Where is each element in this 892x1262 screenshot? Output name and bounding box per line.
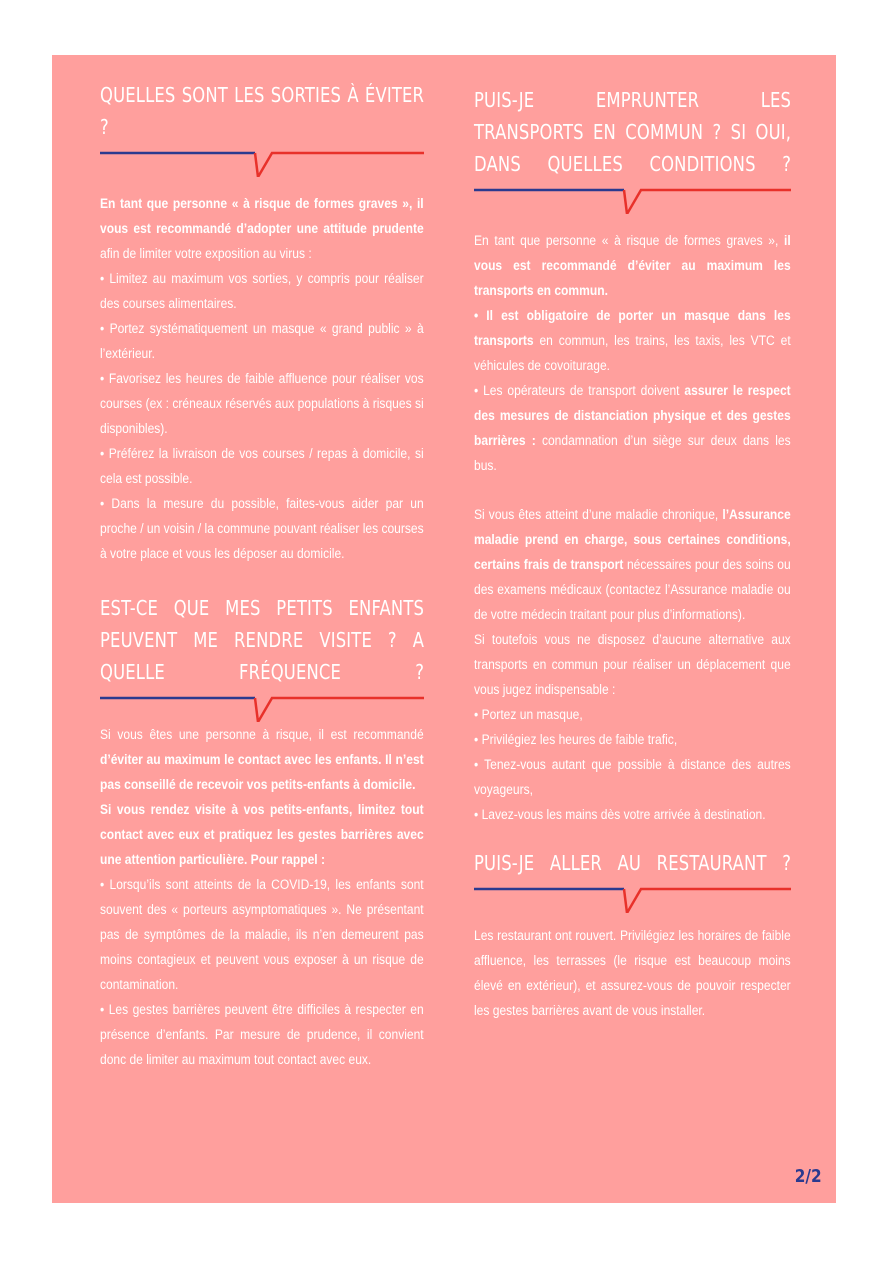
section-body-petits-enfants	[100, 722, 424, 1072]
section-body-restaurant	[474, 923, 791, 1023]
text: condamnation d’un siège sur deux dans les bus.	[474, 433, 791, 473]
bullet: • Tenez-vous autant que possible à distance des autres voyageurs,	[474, 757, 791, 797]
left-column	[100, 79, 424, 1072]
bullet: • Favorisez les heures de faible affluence pour réaliser vos courses (ex : créneaux réservés aux populations à risques si disponibles).	[100, 371, 424, 436]
speech-divider	[100, 149, 424, 175]
text-bold: • Il est obligatoire de porter un masque dans les transports	[474, 308, 791, 348]
text-bold: assurer le respect des mesures de distanciation physique et des gestes barrières :	[474, 383, 791, 448]
section-title-restaurant: PUIS-JE ALLER AU RESTAURANT ?	[474, 851, 792, 875]
section-body-transports	[474, 228, 791, 827]
text: • Les opérateurs de transport doivent	[474, 383, 685, 398]
section-title-transports: PUIS-JE EMPRUNTER LES TRANSPORTS EN COMMUN ? SI OUI, DANS QUELLES CONDITIONS ?	[474, 88, 792, 176]
document-page	[52, 55, 836, 1203]
text: Si vous êtes atteint d’une maladie chronique,	[474, 507, 723, 522]
bullet: • Portez systématiquement un masque « grand public » à l’extérieur.	[100, 321, 424, 361]
bullet: • Les gestes barrières peuvent être difficiles à respecter en présence d’enfants. Par mesure de prudence, il convient donc de limiter au maximum tout contact avec eux.	[100, 1002, 424, 1067]
speech-divider	[100, 694, 424, 720]
bullet: • Dans la mesure du possible, faites-vous aider par un proche / un voisin / la commune pouvant réaliser les courses à votre place et vous les déposer au domicile.	[100, 496, 424, 561]
bullet: • Privilégiez les heures de faible trafic,	[474, 732, 678, 747]
section-title-sorties: QUELLES SONT LES SORTIES À ÉVITER ?	[100, 83, 425, 139]
text-bold: Si vous rendez visite à vos petits-enfants, limitez tout contact avec eux et pratiquez les gestes barrières avec une attention particulière. Pour rappel :	[100, 802, 424, 867]
paragraph: Si toutefois vous ne disposez d’aucune alternative aux transports en commun pour réaliser un déplacement que vous jugez indispensable :	[474, 632, 791, 697]
text: afin de limiter votre exposition au virus :	[100, 246, 312, 261]
page-number: 2/2	[795, 1166, 822, 1187]
text: en commun, les trains, les taxis, les VTC et véhicules de covoiturage.	[474, 333, 791, 373]
text: En tant que personne « à risque de formes graves »,	[474, 233, 784, 248]
section-title-petits-enfants: EST-CE QUE MES PETITS ENFANTS PEUVENT ME RENDRE VISITE ? A QUELLE FRÉQUENCE ?	[100, 596, 425, 684]
speech-divider	[474, 885, 791, 911]
text-bold: d’éviter au maximum le contact avec les enfants. Il n’est pas conseillé de recevoir vos petits-enfants à domicile.	[100, 752, 424, 792]
section-body-sorties	[100, 191, 424, 566]
bullet: • Portez un masque,	[474, 707, 583, 722]
bullet: • Lavez-vous les mains dès votre arrivée à destination.	[474, 807, 766, 822]
text: nécessaires pour des soins ou des examens médicaux (contactez l’Assurance maladie ou de votre médecin traitant pour plus d’informations).	[474, 557, 791, 622]
paragraph: Les restaurant ont rouvert. Privilégiez les horaires de faible affluence, les terrasses (le risque est beaucoup moins élevé en extérieur), et assurez-vous de pouvoir respecter les gestes barrières avant de vous installer.	[474, 928, 791, 1018]
text-bold: En tant que personne « à risque de formes graves », il vous est recommandé d’adopter une attitude prudente	[100, 196, 424, 236]
bullet: • Limitez au maximum vos sorties, y compris pour réaliser des courses alimentaires.	[100, 271, 424, 311]
text-bold: il vous est recommandé d’éviter au maximum les transports en commun.	[474, 233, 791, 298]
right-column	[474, 84, 791, 1023]
text: Si vous êtes une personne à risque, il est recommandé	[100, 727, 424, 742]
speech-divider	[474, 186, 791, 212]
text-bold: l’Assurance maladie prend en charge, sous certaines conditions, certains frais de transport	[474, 507, 791, 572]
bullet: • Préférez la livraison de vos courses / repas à domicile, si cela est possible.	[100, 446, 424, 486]
bullet: • Lorsqu’ils sont atteints de la COVID-19, les enfants sont souvent des « porteurs asymptomatiques ». Ne présentant pas de symptômes de la maladie, ils n’en demeurent pas moins contagieux et peuvent vous exposer à un risque de contamination.	[100, 877, 424, 992]
